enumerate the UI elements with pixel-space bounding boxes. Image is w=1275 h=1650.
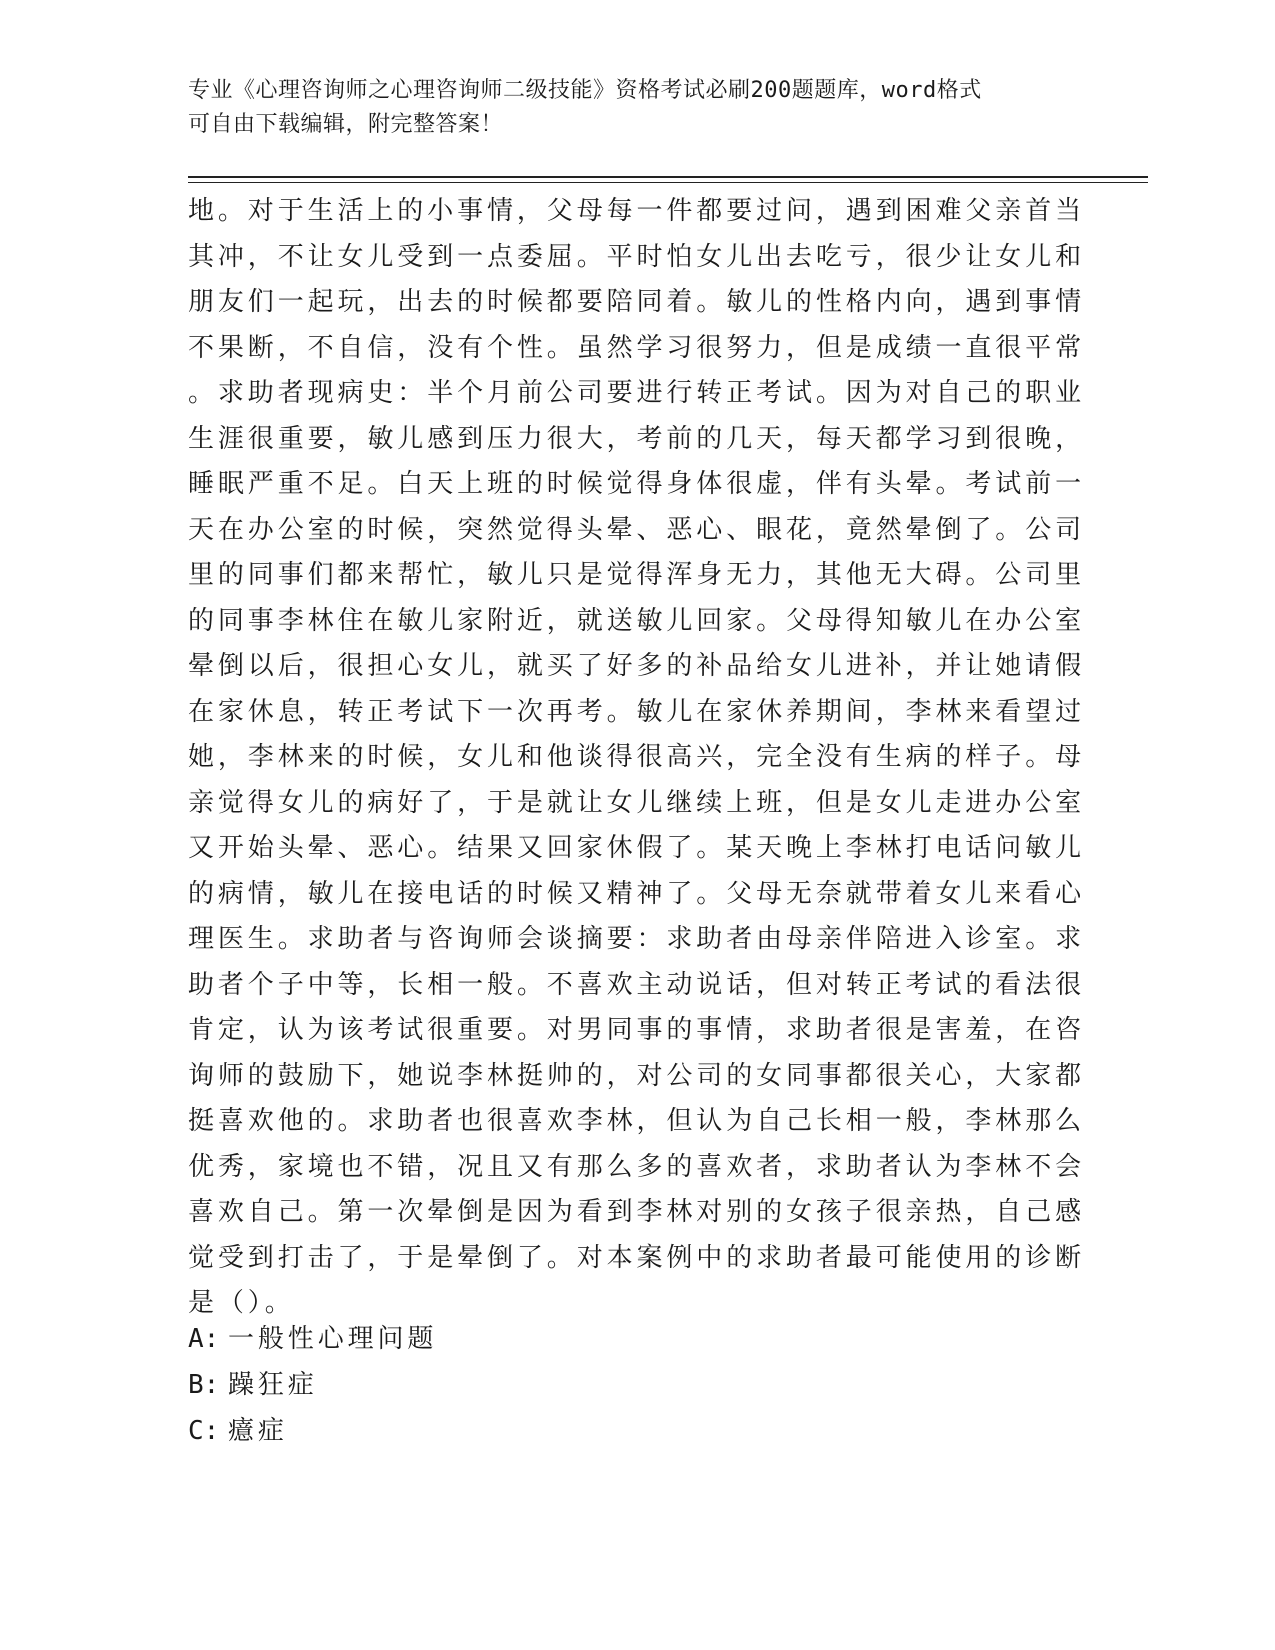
question-line: 睡眠严重不足。白天上班的时候觉得身体很虚，伴有头晕。考试前一 bbox=[188, 469, 1086, 499]
question-line: 是（）。 bbox=[188, 1288, 295, 1318]
question-line: 在家休息，转正考试下一次再考。敏儿在家休养期间，李林来看望过 bbox=[188, 696, 1086, 727]
question-line: 地。对于生活上的小事情，父母每一件都要过问，遇到困难父亲首当 bbox=[188, 196, 1086, 226]
question-line: 又开始头晕、恶心。结果又回家休假了。某天晚上李林打电话问敏儿 bbox=[188, 833, 1086, 863]
option-c bbox=[188, 1408, 1068, 1454]
option-a bbox=[188, 1316, 1068, 1362]
header-divider-thick bbox=[188, 176, 1148, 178]
option-b-key: B: bbox=[188, 1370, 220, 1400]
question-line: 觉受到打击了，于是晕倒了。对本案例中的求助者最可能使用的诊断 bbox=[188, 1242, 1086, 1273]
option-c-key: C: bbox=[188, 1416, 220, 1446]
question-line: 其冲，不让女儿受到一点委屈。平时怕女儿出去吃亏，很少让女儿和 bbox=[188, 241, 1086, 272]
question-line: 不果断，不自信，没有个性。虽然学习很努力，但是成绩一直很平常 bbox=[188, 332, 1086, 363]
question-line: 肯定，认为该考试很重要。对男同事的事情，求助者很是害羞，在咨 bbox=[188, 1015, 1086, 1045]
option-b bbox=[188, 1362, 1068, 1408]
question-line: 。求助者现病史：半个月前公司要进行转正考试。因为对自己的职业 bbox=[188, 378, 1086, 408]
question-line: 生涯很重要，敏儿感到压力很大，考前的几天，每天都学习到很晚， bbox=[188, 423, 1086, 454]
answer-options bbox=[188, 1316, 1068, 1454]
question-line: 天在办公室的时候，突然觉得头晕、恶心、眼花，竟然晕倒了。公司 bbox=[188, 514, 1086, 545]
option-b-text: 躁狂症 bbox=[228, 1370, 318, 1400]
option-a-key: A: bbox=[188, 1324, 220, 1354]
question-line: 亲觉得女儿的病好了，于是就让女儿继续上班，但是女儿走进办公室 bbox=[188, 787, 1086, 818]
header-title-line-2: 可自由下载编辑，附完整答案！ bbox=[188, 112, 504, 137]
question-line: 理医生。求助者与咨询师会谈摘要：求助者由母亲伴陪进入诊室。求 bbox=[188, 924, 1086, 954]
question-line: 询师的鼓励下，她说李林挺帅的，对公司的女同事都很关心，大家都 bbox=[188, 1060, 1086, 1091]
question-line: 她，李林来的时候，女儿和他谈得很高兴，完全没有生病的样子。母 bbox=[188, 742, 1086, 772]
question-line: 的病情，敏儿在接电话的时候又精神了。父母无奈就带着女儿来看心 bbox=[188, 878, 1086, 909]
header-divider-thin bbox=[188, 182, 1148, 183]
question-stem bbox=[188, 189, 1086, 1327]
question-line: 朋友们一起玩，出去的时候都要陪同着。敏儿的性格内向，遇到事情 bbox=[188, 287, 1086, 317]
question-line: 助者个子中等，长相一般。不喜欢主动说话，但对转正考试的看法很 bbox=[188, 969, 1086, 1000]
question-line: 的同事李林住在敏儿家附近，就送敏儿回家。父母得知敏儿在办公室 bbox=[188, 605, 1086, 636]
option-c-text: 癔症 bbox=[228, 1416, 288, 1446]
question-line: 里的同事们都来帮忙，敏儿只是觉得浑身无力，其他无大碍。公司里 bbox=[188, 560, 1086, 590]
question-line: 优秀，家境也不错，况且又有那么多的喜欢者，求助者认为李林不会 bbox=[188, 1151, 1086, 1182]
question-line: 喜欢自己。第一次晕倒是因为看到李林对别的女孩子很亲热，自己感 bbox=[188, 1197, 1086, 1227]
header-title-line-1: 专业《心理咨询师之心理咨询师二级技能》资格考试必刷200题题库，word格式 bbox=[188, 78, 982, 103]
question-line: 晕倒以后，很担心女儿，就买了好多的补品给女儿进补，并让她请假 bbox=[188, 651, 1086, 681]
question-line: 挺喜欢他的。求助者也很喜欢李林，但认为自己长相一般，李林那么 bbox=[188, 1106, 1086, 1136]
page-header bbox=[188, 74, 1068, 142]
option-a-text: 一般性心理问题 bbox=[228, 1324, 438, 1354]
